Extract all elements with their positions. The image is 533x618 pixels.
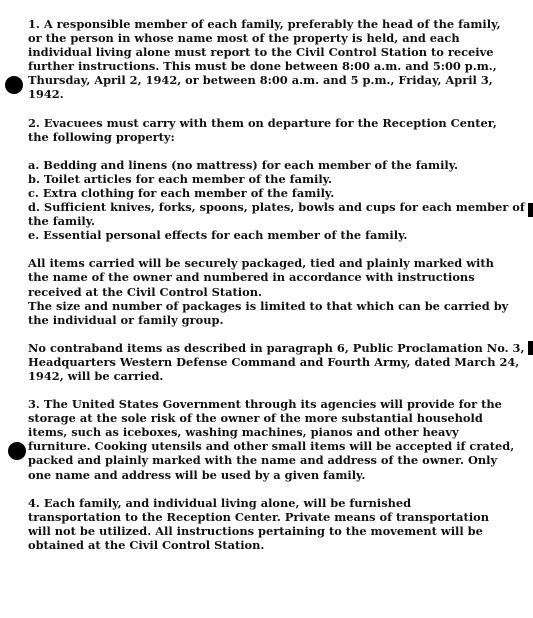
text-line: the individual or family group. [28,312,224,327]
edge-mark [528,341,533,355]
text-line: All items carried will be securely packaged, tied and plainly marked with [28,256,494,271]
text-line: the following property: [28,129,175,144]
text-line: packed and plainly marked with the name and address of the owner. Only [28,453,498,468]
edge-mark [528,203,533,217]
text-line: items, such as iceboxes, washing machines, pianos and other heavy [28,425,459,440]
text-line: furniture. Cooking utensils and other small items will be accepted if crated, [28,439,515,454]
punch-hole-bottom [8,442,26,460]
text-line: 2. Evacuees must carry with them on departure for the Reception Center, [28,115,497,130]
text-line: received at the Civil Control Station. [28,284,262,299]
text-line: the name of the owner and numbered in accordance with instructions [28,270,475,285]
text-line: individual living alone must report to the Civil Control Station to receive [28,45,494,60]
text-line: obtained at the Civil Control Station. [28,537,265,552]
property-list [28,158,528,243]
text-line: The size and number of packages is limited to that which can be carried by [28,298,509,313]
list-item: c. Extra clothing for each member of the family. [28,185,335,200]
punch-hole-top [5,76,23,94]
text-line: 1942, will be carried. [28,368,164,383]
list-item: the family. [28,214,96,229]
list-item: b. Toilet articles for each member of the family. [28,171,332,186]
list-item: a. Bedding and linens (no mattress) for each member of the family. [28,157,458,172]
document-body [28,17,528,566]
text-line: Headquarters Western Defense Command and Fourth Army, dated March 24, [28,354,520,369]
text-line: transportation to the Reception Center. Private means of transportation [28,509,490,524]
text-line: 1942. [28,87,64,102]
paragraph-3-storage [28,397,528,482]
text-line: No contraband items as described in paragraph 6, Public Proclamation No. 3, [28,340,525,355]
text-line: or the person in whose name most of the property is held, and each [28,31,460,46]
text-line: one name and address will be used by a given family. [28,467,366,482]
text-line: 4. Each family, and individual living alone, will be furnished [28,495,412,510]
paragraph-1-report-instructions [28,17,528,102]
paragraph-2-property-intro [28,116,528,144]
contraband-notice [28,341,528,383]
list-item: e. Essential personal effects for each member of the family. [28,228,408,243]
text-line: Thursday, April 2, 1942, or between 8:00 a.m. and 5 p.m., Friday, April 3, [28,73,493,88]
text-line: 3. The United States Government through its agencies will provide for the [28,397,502,412]
paragraph-4-transportation [28,496,528,552]
text-line: storage at the sole risk of the owner of the more substantial household [28,411,483,426]
packaging-instructions [28,256,528,326]
text-line: 1. A responsible member of each family, preferably the head of the family, [28,17,501,31]
text-line: further instructions. This must be done between 8:00 a.m. and 5:00 p.m., [28,59,497,74]
text-line: will not be utilized. All instructions pertaining to the movement will be [28,523,483,538]
list-item: d. Sufficient knives, forks, spoons, plates, bowls and cups for each member of [28,200,525,215]
